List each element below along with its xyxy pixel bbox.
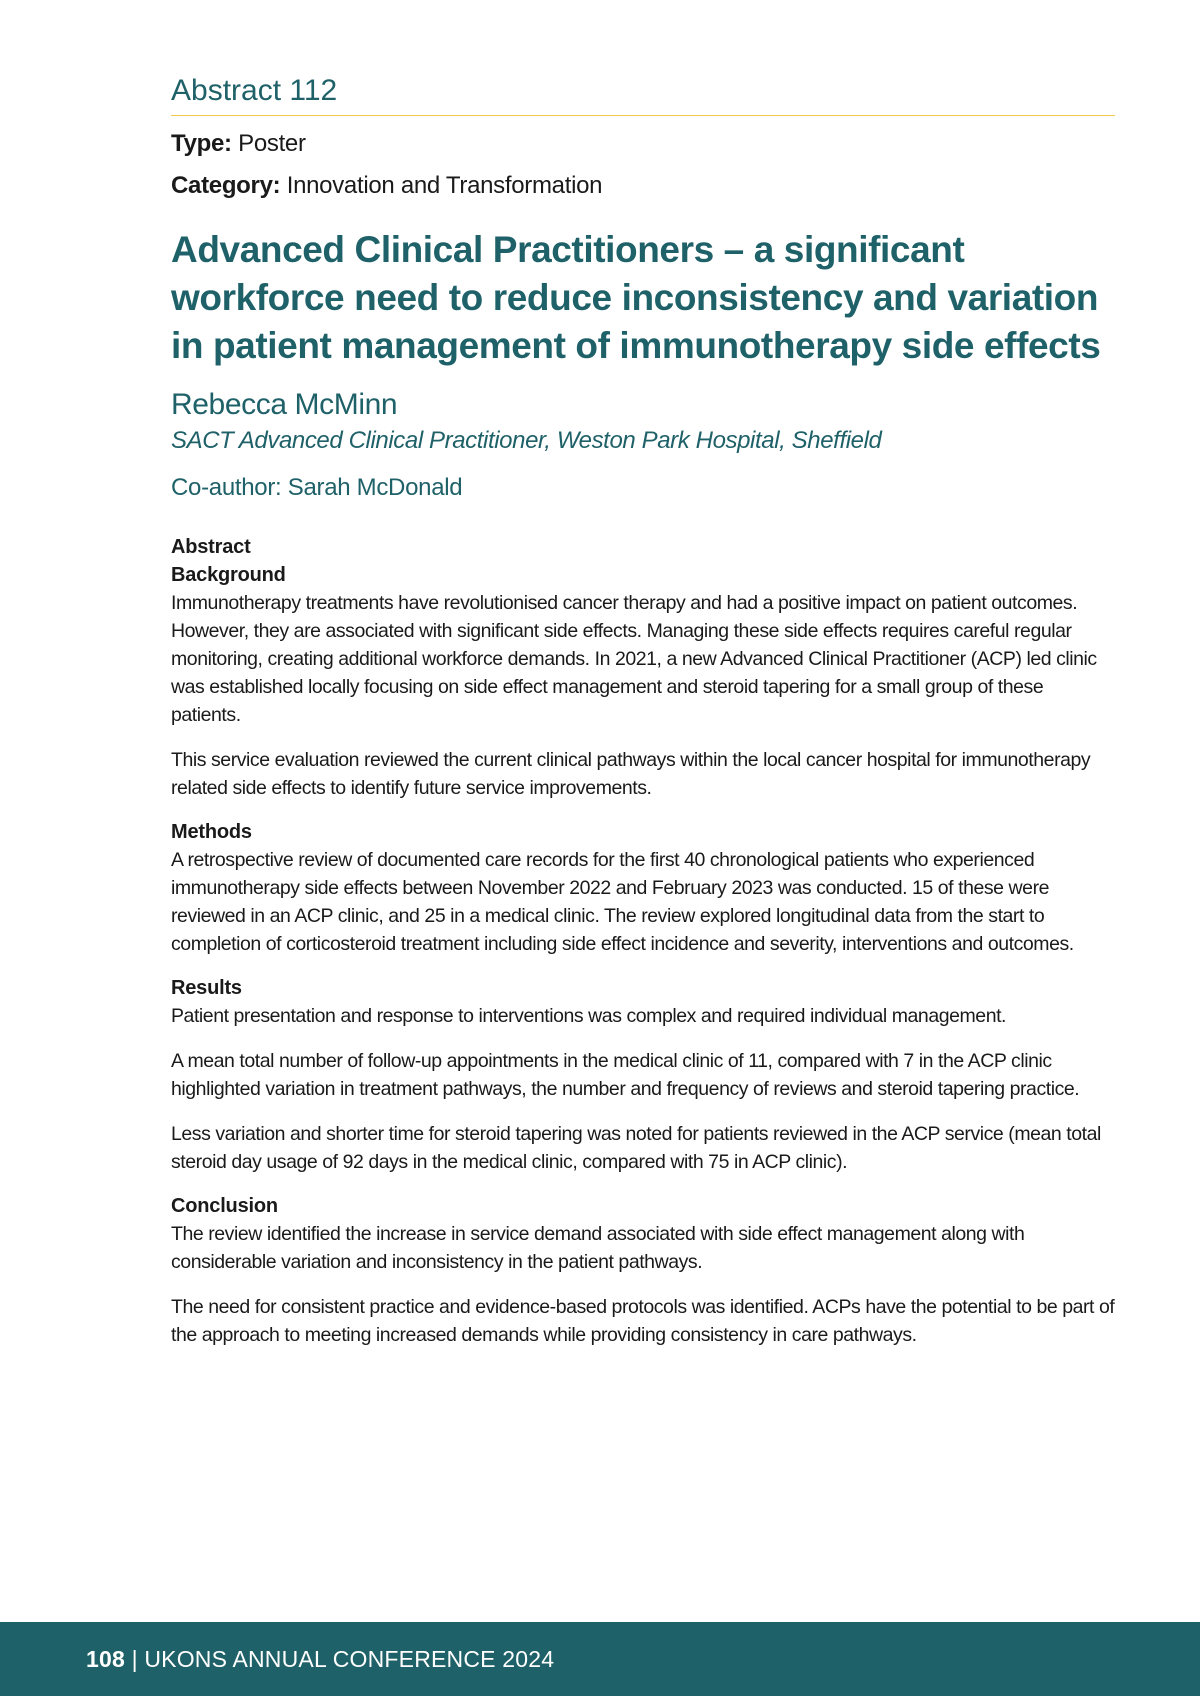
conference-name: UKONS ANNUAL CONFERENCE 2024 bbox=[144, 1646, 555, 1672]
paper-title: Advanced Clinical Practitioners – a significant workforce need to reduce inconsistency and variation in patient management of immunotherapy side effects bbox=[171, 229, 1101, 367]
footer-separator: | bbox=[124, 1646, 145, 1672]
type-label: Type: bbox=[171, 129, 232, 157]
footer-text bbox=[86, 1646, 554, 1673]
paragraph: A mean total number of follow-up appointments in the medical clinic of 11, compared with 7 in the ACP clinic highlighted variation in treatment pathways, the number and frequency of reviews and steroid tapering practice. bbox=[171, 1050, 1080, 1101]
type-line bbox=[171, 130, 1115, 159]
section-heading: Conclusion bbox=[171, 1195, 278, 1218]
category-line bbox=[171, 172, 1115, 201]
author-name: Rebecca McMinn bbox=[171, 388, 398, 422]
type-value: Poster bbox=[238, 129, 306, 157]
abstract-number: Abstract 112 bbox=[171, 74, 1115, 116]
paragraph: Immunotherapy treatments have revolutionised cancer therapy and had a positive impact on patient outcomes. However, they are associated with significant side effects. Managing these side effects requires careful regular monitoring, creating additional workforce demands. In 2021, a new Advanced Clinical Practitioner (ACP) led clinic was established locally focusing on side effect management and steroid tapering for a small group of these patients. bbox=[171, 592, 1097, 727]
page-content bbox=[171, 74, 1115, 1349]
page-number: 108 bbox=[86, 1646, 125, 1672]
author-affiliation: SACT Advanced Clinical Practitioner, Weston Park Hospital, Sheffield bbox=[171, 426, 882, 454]
paragraph: Less variation and shorter time for steroid tapering was noted for patients reviewed in the ACP service (mean total steroid day usage of 92 days in the medical clinic, compared with 75 in ACP clinic). bbox=[171, 1123, 1101, 1174]
paragraph: Patient presentation and response to interventions was complex and required individual management. bbox=[171, 1005, 1007, 1028]
section-heading: Background bbox=[171, 564, 286, 587]
section-heading: Results bbox=[171, 977, 242, 1000]
section-heading: Methods bbox=[171, 821, 252, 844]
abstract-heading: Abstract bbox=[171, 536, 251, 559]
paragraph: A retrospective review of documented care records for the first 40 chronological patients who experienced immunotherapy side effects between November 2022 and February 2023 was conducted. 15 of these were reviewed in an ACP clinic, and 25 in a medical clinic. The review explored longitudinal data from the start to completion of corticosteroid treatment including side effect incidence and severity, interventions and outcomes. bbox=[171, 849, 1074, 956]
abstract-body bbox=[171, 533, 1115, 1349]
paragraph: The review identified the increase in service demand associated with side effect management along with considerable variation and inconsistency in the patient pathways. bbox=[171, 1223, 1025, 1274]
paragraph: The need for consistent practice and evidence-based protocols was identified. ACPs have the potential to be part of the approach to meeting increased demands while providing consistency in care pathways. bbox=[171, 1296, 1115, 1347]
paragraph: This service evaluation reviewed the current clinical pathways within the local cancer hospital for immunotherapy related side effects to identify future service improvements. bbox=[171, 749, 1091, 800]
category-label: Category: bbox=[171, 172, 281, 200]
coauthor: Co-author: Sarah McDonald bbox=[171, 473, 463, 501]
section-conclusion bbox=[171, 1192, 1115, 1349]
section-results bbox=[171, 974, 1115, 1176]
page-footer bbox=[0, 1622, 1200, 1696]
section-background bbox=[171, 561, 1115, 802]
category-value: Innovation and Transformation bbox=[286, 172, 603, 200]
section-methods bbox=[171, 818, 1115, 958]
